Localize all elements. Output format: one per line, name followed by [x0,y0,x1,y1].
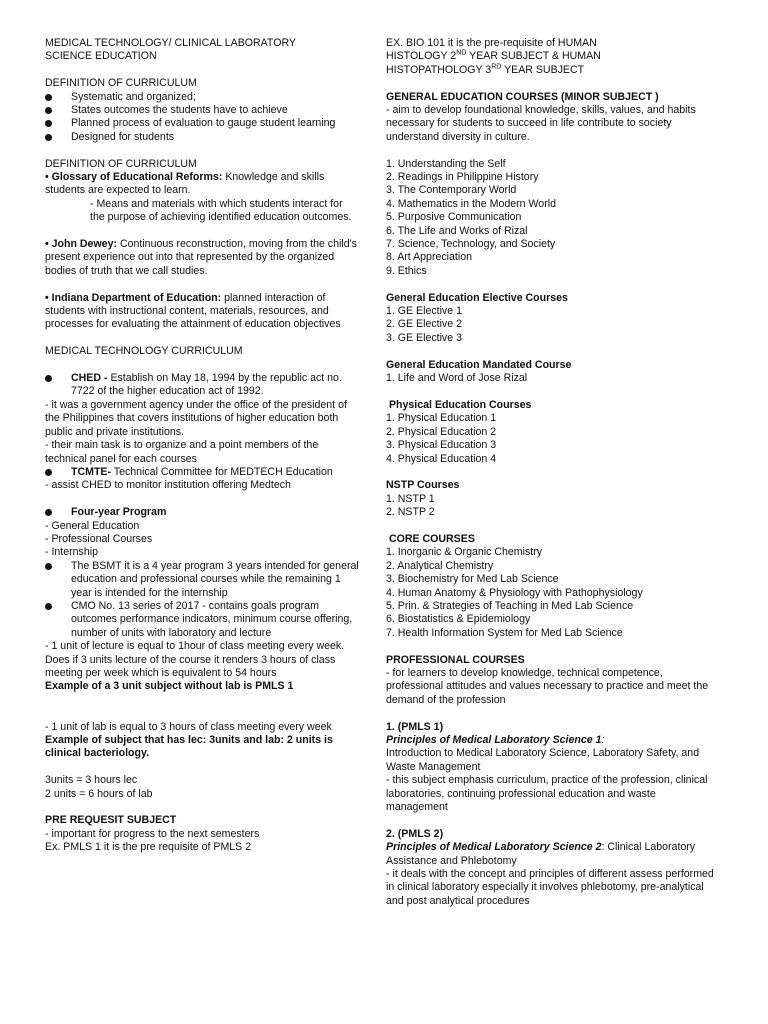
pmls1-heading: 1. (PMLS 1) [386,720,444,733]
prerequisite-example: Ex. PMLS 1 it is the pre requisite of PMLS 2 [45,841,252,854]
gened-description: - aim to develop foundational knowledge, skills, values, and habits necessary for students to succeed in life contribute to society understand diversity in culture. [386,104,696,143]
dewey-definition: • John Dewey: Continuous reconstruction, moving from the child's present experience out into that represented by the organized bodies of truth that we call studies. [45,238,357,277]
bullet-icon [45,134,52,141]
professional-description: - for learners to develop knowledge, technical competence, professional attitudes and values necessary to practice and meet the demand of the profession [386,666,709,706]
core-course: 2. Analytical Chemistry [386,559,494,572]
gened-course: 6. The Life and Works of Rizal [386,224,528,237]
ched-task: - their main task is to organize and a point members of the technical panel for each courses [45,439,319,465]
core-course: 1. Inorganic & Organic Chemistry [386,546,543,559]
pmls2-heading: 2. (PMLS 2) [386,827,444,840]
bsmt-item: The BSMT it is a 4 year program 3 years intended for general education and professional courses while the remaining 1 year is intended for the internship [45,560,360,600]
nstp-course: 1. NSTP 1 [386,492,435,505]
pmls1-description: - this subject emphasis curriculum, practice of the profession, clinical laboratories, continuing professional education and waste management [386,774,708,814]
bullet-icon [45,94,52,101]
pmls1-title: Principles of Medical Laboratory Science 1: [386,733,605,746]
gened-course: 8. Art Appreciation [386,251,472,264]
mandated-course: 1. Life and Word of Jose Rizal [386,372,528,385]
indiana-definition: • Indiana Department of Education: planned interaction of students with instructional content, materials, resources, and processes for evaluating the attainment of education objectives [45,291,341,331]
pe-course: 2. Physical Education 2 [386,425,497,438]
nstp-course: 2. NSTP 2 [386,506,435,519]
bullet-icon [45,120,52,127]
example-no-lab: Example of a 3 unit subject without lab is PMLS 1 [45,680,294,693]
bullet-icon [45,469,52,476]
core-course: 6. Biostatistics & Epidemiology [386,613,531,626]
bullet-item: Planned process of evaluation to gauge student learning [45,117,360,130]
prerequisite-heading: PRE REQUESIT SUBJECT [45,814,177,827]
gened-course: 1. Understanding the Self [386,157,506,170]
ched-item: CHED - Establish on May 18, 1994 by the republic act no. 7722 of the higher education act of 1992. [45,372,360,399]
gened-heading: GENERAL EDUCATION COURSES (MINOR SUBJECT ) [386,90,659,103]
bullet-item: Systematic and organized; [45,91,360,104]
core-course: 5. Prin. & Strategies of Teaching in Med Lab Science [386,599,634,612]
core-course: 4. Human Anatomy & Physiology with Pathophysiology [386,586,643,599]
bullet-item: Designed for students [45,131,360,144]
pmls2-description: - it deals with the concept and principles of different assess performed in clinical laboratory especially it involves phlebotomy, pre-analytical and post analytical procedures [386,868,714,907]
pe-course: 4. Physical Education 4 [386,452,497,465]
cmo-item: CMO No. 13 series of 2017 - contains goals program outcomes performance indicators, minimum course offering, number of units with laboratory and lecture [45,600,360,640]
core-course: 7. Health Information System for Med Lab Science [386,626,623,639]
nstp-heading: NSTP Courses [386,479,460,492]
unit-calculation: 2 units = 6 hours of lab [45,787,153,800]
pe-course: 1. Physical Education 1 [386,412,497,425]
bullet-icon [45,603,52,610]
elective-course: 2. GE Elective 2 [386,318,462,331]
pmls1-subtitle: Introduction to Medical Laboratory Science, Laboratory Safety, and Waste Management [386,747,700,773]
core-heading: CORE COURSES [386,532,475,545]
gened-course: 3. The Contemporary World [386,184,517,197]
example-with-lab: Example of subject that has lec: 3units and lab: 2 units is clinical bacteriology. [45,733,333,760]
prerequisite-example-line1: EX. BIO 101 it is the pre-requisite of HUMAN [386,37,597,49]
core-course: 3. Biochemistry for Med Lab Science [386,573,559,586]
program-component: - General Education [45,519,140,532]
program-component: - Professional Courses [45,532,153,545]
lab-unit-note: - 1 unit of lab is equal to 3 hours of class meeting every week [45,720,332,733]
bullet-icon [45,563,52,570]
left-column [45,37,360,855]
prerequisite-example-line3: HISTOPATHOLOGY 3RD YEAR SUBJECT [386,63,585,76]
prerequisite-example-line2: HISTOLOGY 2ND YEAR SUBJECT & HUMAN [386,49,601,63]
doc-title-line1: MEDICAL TECHNOLOGY/ CLINICAL LABORATORY [45,37,296,49]
program-component: - Internship [45,546,98,559]
elective-heading: General Education Elective Courses [386,291,568,304]
gened-course: 2. Readings in Philippine History [386,171,539,184]
lecture-unit-note: - 1 unit of lecture is equal to 1hour of class meeting every week. Does if 3 units lecture of the course it renders 3 hours of class meeting per week which is equivalent to 54 hours [45,640,345,679]
unit-calculation: 3units = 3 hours lec [45,774,138,787]
glossary-definition: • Glossary of Educational Reforms: Knowledge and skills students are expected to learn. [45,171,325,197]
professional-heading: PROFESSIONAL COURSES [386,653,525,666]
bullet-icon [45,375,52,382]
tcmte-description: - assist CHED to monitor institution offering Medtech [45,479,291,492]
medtech-curriculum-heading: MEDICAL TECHNOLOGY CURRICULUM [45,345,243,358]
gened-course: 9. Ethics [386,264,427,277]
definition-heading-1: DEFINITION OF CURRICULUM [45,77,197,90]
bullet-icon [45,107,52,114]
glossary-subpoint: - Means and materials with which students interact for the purpose of achieving identified education outcomes. [90,197,352,224]
pe-heading: Physical Education Courses [386,398,532,411]
tcmte-item: TCMTE- Technical Committee for MEDTECH Education [45,466,360,479]
pmls2-title: Principles of Medical Laboratory Science 2: Clinical Laboratory Assistance and Phlebotomy [386,841,696,867]
gened-course: 4. Mathematics in the Modern World [386,197,556,210]
bullet-icon [45,509,52,516]
ched-description: - it was a government agency under the office of the president of the Philippines that covers institutions of higher education both public and private institutions. [45,398,347,438]
pe-course: 3. Physical Education 3 [386,439,497,452]
right-column [386,37,716,908]
elective-course: 3. GE Elective 3 [386,331,462,344]
bullet-item: States outcomes the students have to achieve [45,104,360,117]
gened-course: 7. Science, Technology, and Society [386,238,556,251]
four-year-program-item: Four-year Program [45,506,360,519]
elective-course: 1. GE Elective 1 [386,305,462,318]
definition-heading-2: DEFINITION OF CURRICULUM [45,157,197,170]
mandated-heading: General Education Mandated Course [386,358,572,371]
gened-course: 5. Purposive Communication [386,211,522,224]
doc-title-line2: SCIENCE EDUCATION [45,50,157,63]
prerequisite-note: - important for progress to the next semesters [45,827,260,840]
